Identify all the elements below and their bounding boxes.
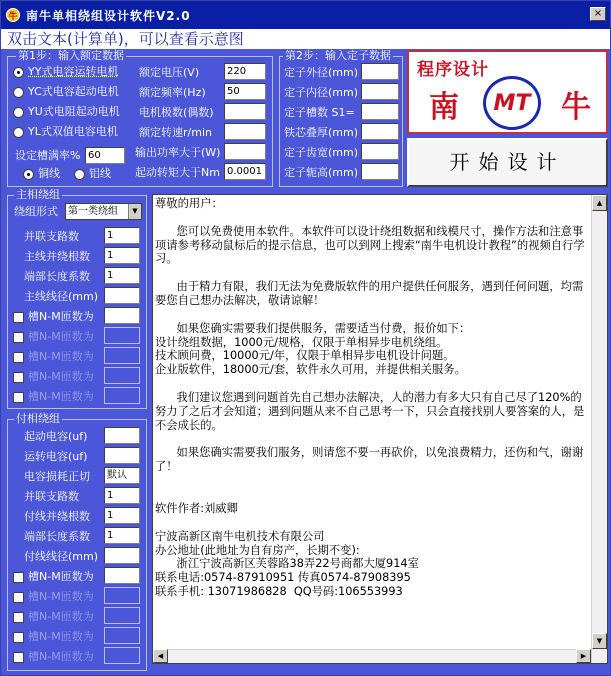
rated-voltage-label: 额定电压(V) [139, 66, 200, 79]
motor-type-yc-radio[interactable] [13, 87, 24, 98]
aux-strands-input[interactable]: 1 [104, 507, 140, 524]
aux-slot-turns-checkbox-4[interactable] [13, 632, 24, 643]
aux-parallel-input[interactable]: 1 [104, 487, 140, 504]
logo-caption: 程序设计 [417, 60, 489, 80]
pricing-intro: 如果您确实需要我们提供服务，需要适当付费，报价如下： [155, 321, 471, 335]
intro-paragraph: 您可以免费使用本软件。本软件可以设计绕组数据和线模尺寸，操作方法和注意事项请参考移动鼠标后的提示信息，也可以到网上搜索“南牛电机设计教程”的视频自行学习。 [155, 224, 585, 266]
aux-slot-turns-label-3: 槽N-M匝数为 [28, 610, 94, 623]
advice-paragraph: 我们建议您遇到问题首先自己想办法解决，人的潜力有多大只有自己尽了120%的努力了之后才会知道；遇到问题从来不自己思考一下，只会直接找别人要答案的人，是不会成长的。 [155, 390, 585, 432]
main-parallel-input[interactable]: 1 [104, 227, 140, 244]
main-slot-turns-label-3: 槽N-M匝数为 [28, 350, 94, 363]
aux-slot-turns-input-5 [104, 647, 140, 664]
phone-line: 联系电话:0574-87910951 传真0574-87908395 [155, 571, 411, 585]
main-slot-turns-checkbox-3[interactable] [13, 352, 24, 363]
main-strands-input[interactable]: 1 [104, 247, 140, 264]
rated-frequency-input[interactable]: 50 [224, 83, 266, 100]
aux-slot-turns-checkbox-5[interactable] [13, 652, 24, 663]
window-title: 南牛单相绕组设计软件V2.0 [26, 8, 191, 23]
aux-slot-turns-input-1[interactable] [104, 567, 140, 584]
main-end-coeff-input[interactable]: 1 [104, 267, 140, 284]
main-slot-turns-checkbox-5[interactable] [13, 392, 24, 403]
main-slot-turns-input-4 [104, 367, 140, 384]
stator-inner-diameter-input[interactable] [361, 83, 399, 100]
motor-type-yu-label: YU式电阻起动电机 [28, 105, 120, 118]
main-slot-turns-input-5 [104, 387, 140, 404]
yoke-height-input[interactable] [361, 163, 399, 180]
motor-type-yu-radio[interactable] [13, 107, 24, 118]
rated-speed-input[interactable] [224, 123, 266, 140]
chevron-down-icon[interactable]: ▼ [128, 204, 141, 219]
company-logo [407, 50, 608, 134]
aux-slot-turns-label-1: 槽N-M匝数为 [28, 570, 94, 583]
pricing-line-3: 企业版软件，18000元/套，软件永久可用，并提供相关服务。 [155, 363, 466, 377]
fill-rate-label: 设定槽满率% [15, 149, 81, 162]
stator-slots-label: 定子槽数 S1= [284, 106, 355, 119]
aux-slot-turns-label-2: 槽N-M匝数为 [28, 590, 94, 603]
free-version-paragraph: 由于精力有限，我们无法为免费版软件的用户提供任何服务，遇到任何问题，均需要您自己想办法解决，敬请谅解！ [155, 280, 584, 307]
main-winding-title: 主相绕组 [16, 188, 60, 201]
aux-slot-turns-input-2 [104, 587, 140, 604]
copper-wire-radio[interactable] [23, 169, 34, 180]
close-button[interactable]: × [590, 7, 606, 21]
main-slot-turns-input-1[interactable] [104, 307, 140, 324]
output-power-input[interactable] [224, 143, 266, 160]
result-text-area[interactable] [152, 194, 608, 664]
rated-speed-label: 额定转速r/min [139, 126, 212, 139]
pole-count-label: 电机极数(偶数) [139, 106, 214, 119]
motor-type-yl-label: YL式双值电容电机 [28, 125, 118, 138]
aux-wire-dia-label: 付线线径(mm) [24, 550, 99, 563]
vertical-scrollbar[interactable] [591, 195, 607, 663]
winding-form-value: 第一类绕组 [68, 206, 118, 217]
rated-frequency-label: 额定频率(Hz) [139, 86, 206, 99]
aux-slot-turns-checkbox-2[interactable] [13, 592, 24, 603]
pricing-line-1: 设计绕组数据，1000元/规格，仅限于单相异步电机绕组。 [155, 335, 448, 349]
main-slot-turns-label-1: 槽N-M匝数为 [28, 310, 94, 323]
aluminum-wire-label: 铝线 [89, 167, 111, 180]
aluminum-wire-radio[interactable] [74, 169, 85, 180]
pole-count-input[interactable] [224, 103, 266, 120]
yoke-height-label: 定子轭高(mm) [284, 166, 359, 179]
main-slot-turns-input-3 [104, 347, 140, 364]
stator-inner-diameter-label: 定子内径(mm) [284, 86, 359, 99]
stator-slots-input[interactable] [361, 103, 399, 120]
aux-slot-turns-input-4 [104, 627, 140, 644]
run-cap-label: 运转电容(uf) [24, 450, 88, 463]
hint-bar: 双击文本(计算单)，可以查看示意图 [1, 29, 610, 49]
aux-strands-label: 付线并绕根数 [24, 510, 90, 523]
start-design-button[interactable]: 开始设计 [407, 138, 608, 187]
aux-slot-turns-checkbox-1[interactable] [13, 572, 24, 583]
stator-outer-diameter-label: 定子外径(mm) [284, 66, 359, 79]
main-slot-turns-label-5: 槽N-M匝数为 [28, 390, 94, 403]
main-slot-turns-label-2: 槽N-M匝数为 [28, 330, 94, 343]
start-torque-input[interactable]: 0.0001 [224, 163, 266, 180]
rated-data-title: 第1步：输入额定数据 [18, 49, 124, 62]
main-slot-turns-checkbox-1[interactable] [13, 312, 24, 323]
scroll-left-icon[interactable]: ◀ [153, 649, 168, 663]
main-wire-dia-label: 主线线径(mm) [24, 290, 99, 303]
aux-slot-turns-input-3 [104, 607, 140, 624]
cap-loss-input[interactable]: 默认 [104, 467, 140, 484]
aux-end-coeff-input[interactable]: 1 [104, 527, 140, 544]
motor-type-yc-label: YC式电容起动电机 [28, 85, 119, 98]
title-bar [1, 1, 610, 29]
run-cap-input[interactable] [104, 447, 140, 464]
scroll-down-icon[interactable]: ▼ [592, 633, 607, 649]
scroll-right-icon[interactable]: ▶ [576, 649, 591, 663]
winding-form-select[interactable] [65, 203, 142, 220]
service-paragraph: 如果您确实需要我们服务，则请您不要一再砍价，以免浪费精力，还伤和气，谢谢了！ [155, 446, 584, 474]
winding-form-label: 绕组形式 [14, 205, 58, 218]
fill-rate-input[interactable]: 60 [85, 147, 125, 164]
output-power-label: 输出功率大于(W) [135, 146, 221, 159]
main-strands-label: 主线并绕根数 [24, 250, 90, 263]
app-logo-icon[interactable]: 牛 [6, 8, 20, 22]
horizontal-scrollbar[interactable] [153, 649, 591, 663]
logo-mt-icon: MT [483, 76, 541, 130]
core-stack-input[interactable] [361, 123, 399, 140]
motor-type-yy-label: YY式电容运转电机 [28, 65, 119, 78]
aux-parallel-label: 并联支路数 [24, 490, 79, 503]
tooth-width-label: 定子齿宽(mm) [284, 146, 359, 159]
author-line: 软件作者:刘威卿 [155, 501, 238, 515]
company-line: 宁波高新区南牛电机技术有限公司 [155, 529, 325, 543]
start-cap-label: 起动电容(uf) [24, 430, 88, 443]
core-stack-label: 铁芯叠厚(mm) [284, 126, 359, 139]
pricing-line-2: 技术顾问费，10000元/年，仅限于单相异步电机设计问题。 [155, 349, 455, 363]
main-parallel-label: 并联支路数 [24, 230, 79, 243]
scroll-up-icon[interactable]: ▲ [592, 195, 607, 211]
address-label-line: 办公地址(此地址为自有房产，长期不变): [155, 543, 360, 557]
greeting-text: 尊敬的用户： [155, 197, 223, 210]
aux-slot-turns-checkbox-3[interactable] [13, 612, 24, 623]
aux-slot-turns-label-4: 槽N-M匝数为 [28, 630, 94, 643]
main-slot-turns-label-4: 槽N-M匝数为 [28, 370, 94, 383]
logo-char-left: 南 [429, 90, 459, 125]
rated-voltage-input[interactable]: 220 [224, 63, 266, 80]
start-torque-label: 起动转矩大于Nm [135, 166, 220, 179]
main-slot-turns-checkbox-4[interactable] [13, 372, 24, 383]
aux-winding-title: 付相绕组 [16, 412, 60, 425]
main-wire-dia-input[interactable] [104, 287, 140, 304]
motor-type-yy-radio[interactable] [13, 67, 24, 78]
aux-end-coeff-label: 端部长度系数 [24, 530, 90, 543]
motor-type-yl-radio[interactable] [13, 127, 24, 138]
address-line: 浙江宁波高新区芙蓉路38弄22号商都大厦914室 [155, 557, 419, 571]
main-slot-turns-checkbox-2[interactable] [13, 332, 24, 343]
mobile-line: 联系手机: 13071986828 QQ号码:106553993 [155, 584, 403, 598]
stator-outer-diameter-input[interactable] [361, 63, 399, 80]
aux-slot-turns-label-5: 槽N-M匝数为 [28, 650, 94, 663]
start-cap-input[interactable] [104, 427, 140, 444]
logo-char-right: 牛 [561, 90, 591, 125]
stator-data-title: 第2步：输入定子数据 [285, 49, 391, 62]
main-end-coeff-label: 端部长度系数 [24, 270, 90, 283]
main-slot-turns-input-2 [104, 327, 140, 344]
copper-wire-label: 铜线 [38, 167, 60, 180]
tooth-width-input[interactable] [361, 143, 399, 160]
aux-wire-dia-input[interactable] [104, 547, 140, 564]
cap-loss-label: 电容损耗正切 [24, 470, 90, 483]
